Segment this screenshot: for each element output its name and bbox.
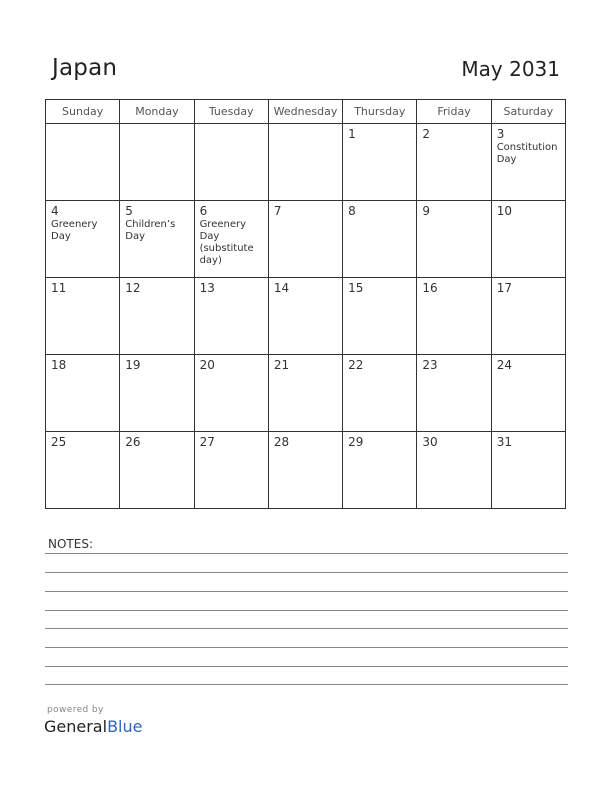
day-number: 31 <box>496 435 512 449</box>
day-number: 15 <box>348 281 364 295</box>
note-line <box>45 666 568 667</box>
weekday-header: Monday <box>120 100 194 124</box>
calendar-day-cell <box>120 278 194 355</box>
day-number: 24 <box>496 358 512 372</box>
day-number: 21 <box>273 358 290 372</box>
calendar-day-cell <box>343 201 417 278</box>
weekday-header: Sunday <box>46 100 120 124</box>
calendar-day-cell <box>491 278 565 355</box>
day-number: 26 <box>125 435 141 449</box>
calendar-day-cell <box>268 124 342 201</box>
holiday-label: Greenery Day <box>51 219 98 242</box>
day-number: 7 <box>273 204 282 218</box>
calendar-day-cell <box>417 124 491 201</box>
calendar-grid <box>45 99 566 509</box>
day-number: 18 <box>51 358 67 372</box>
calendar-day-cell <box>491 432 565 509</box>
calendar-day-cell <box>46 278 120 355</box>
notes-label: NOTES: <box>48 537 93 551</box>
weekday-header: Saturday <box>491 100 565 124</box>
calendar-day-cell <box>268 432 342 509</box>
note-line <box>45 553 568 554</box>
day-number: 23 <box>422 358 438 372</box>
day-number: 6 <box>199 204 208 218</box>
day-number: 16 <box>422 281 438 295</box>
calendar-day-cell <box>343 355 417 432</box>
day-number: 12 <box>125 281 141 295</box>
calendar-week-row <box>46 201 566 278</box>
calendar-day-cell <box>417 355 491 432</box>
day-number: 9 <box>422 204 431 218</box>
note-line <box>45 572 568 573</box>
calendar-day-cell <box>417 201 491 278</box>
weekday-header-row <box>46 100 566 124</box>
calendar-day-cell <box>491 124 565 201</box>
brand-blue-text: Blue <box>107 717 143 736</box>
calendar-day-cell <box>417 432 491 509</box>
calendar-day-cell <box>194 278 268 355</box>
day-number: 27 <box>199 435 215 449</box>
day-number: 13 <box>199 281 215 295</box>
calendar-country-title: Japan <box>52 55 118 81</box>
calendar-day-cell <box>268 278 342 355</box>
calendar-day-cell <box>491 201 565 278</box>
day-number: 29 <box>348 435 364 449</box>
day-number: 2 <box>422 127 431 141</box>
calendar-day-cell <box>194 124 268 201</box>
day-number: 17 <box>496 281 512 295</box>
calendar-day-cell <box>343 432 417 509</box>
calendar-day-cell <box>194 432 268 509</box>
holiday-label: Greenery Day (substitute day) <box>199 219 254 266</box>
calendar-day-cell <box>46 124 120 201</box>
day-number: 1 <box>348 127 356 141</box>
day-number: 3 <box>496 127 505 141</box>
brand-general-text: General <box>44 717 108 736</box>
day-number: 28 <box>273 435 290 449</box>
calendar-week-row <box>46 124 566 201</box>
note-line <box>45 591 568 592</box>
calendar-day-cell <box>46 201 120 278</box>
day-number: 25 <box>51 435 67 449</box>
calendar-day-cell <box>491 355 565 432</box>
note-line <box>45 610 568 611</box>
weekday-header: Thursday <box>343 100 417 124</box>
day-number: 22 <box>348 358 364 372</box>
calendar-day-cell <box>120 201 194 278</box>
holiday-label: Constitution Day <box>496 142 558 165</box>
calendar-day-cell <box>46 432 120 509</box>
calendar-day-cell <box>417 278 491 355</box>
day-number: 20 <box>199 358 215 372</box>
weekday-header: Tuesday <box>194 100 268 124</box>
day-number: 30 <box>422 435 438 449</box>
weekday-header: Wednesday <box>268 100 342 124</box>
note-line <box>45 684 568 685</box>
calendar-week-row <box>46 278 566 355</box>
calendar-day-cell <box>343 124 417 201</box>
calendar-day-cell <box>120 432 194 509</box>
powered-by-text: powered by <box>47 705 104 715</box>
day-number: 5 <box>125 204 133 218</box>
holiday-label: Children’s Day <box>125 219 176 242</box>
calendar-day-cell <box>268 201 342 278</box>
calendar-day-cell <box>194 201 268 278</box>
note-line <box>45 647 568 648</box>
calendar-week-row <box>46 355 566 432</box>
calendar-day-cell <box>268 355 342 432</box>
day-number: 19 <box>125 358 141 372</box>
generalblue-logo <box>44 717 142 736</box>
day-number: 11 <box>51 281 67 295</box>
calendar-day-cell <box>120 355 194 432</box>
calendar-day-cell <box>343 278 417 355</box>
day-number: 14 <box>273 281 290 295</box>
day-number: 8 <box>348 204 356 218</box>
calendar-day-cell <box>194 355 268 432</box>
calendar-day-cell <box>46 355 120 432</box>
day-number: 10 <box>496 204 512 218</box>
calendar-day-cell <box>120 124 194 201</box>
note-line <box>45 628 568 629</box>
calendar-week-row <box>46 432 566 509</box>
day-number: 4 <box>51 204 59 218</box>
weekday-header: Friday <box>417 100 491 124</box>
calendar-body <box>46 124 566 509</box>
calendar-month-title: May 2031 <box>461 57 560 81</box>
